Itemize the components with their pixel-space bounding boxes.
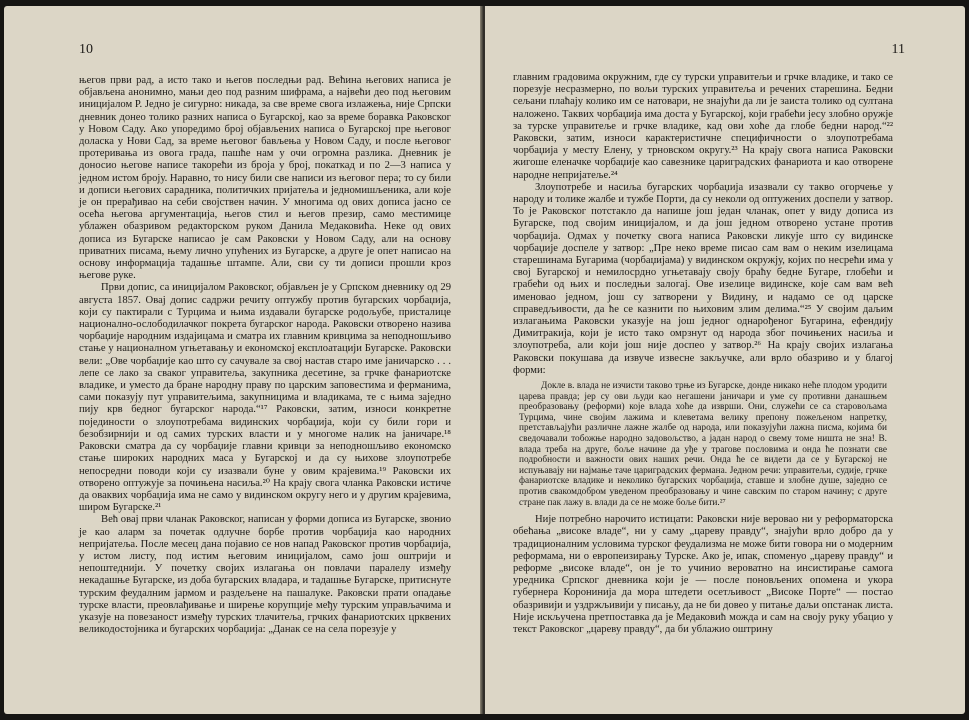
left-page-text bbox=[79, 75, 451, 636]
paragraph: Није потребно нарочито истицати: Раковски није веровао ни у реформаторска обећања „високе владе“, ни у саму „цареву правду“, знајући врло добро да у традиционалним условима турског феудализма не може бити говора ни о модерним реформама, ни о европеизирању Турске. Ако је, ипак, споменуо „цареву правду“ и реформе „високе владе“, он је то учинио вероватно на инсистирање самога уредника Српског дневника који је — после поновљених опомена и укора губернера Коронинија да мора штедети осетљивост „Високе Порте“ — постао обазривији и уздржљивији у писању, да не би довео у питање даљи опстанак листа. Није искључена претпоставка да је Медаковић можда и сам на своју руку убацио у текст Раковског „цареву правду“, да би ублажио оштрину bbox=[513, 514, 893, 636]
paragraph: његов први рад, а исто тако и његов последњи рад. Већина његових написа је објављена анонимно, мањи део под разним шифрама, а највећи део под његовим иницијалом Р. Једно је сигурно: никада, за све време свога излажења, није Српски дневник донео толико разних написа о Бугарској, као за време боравка Раковског у Новом Саду. Ако упоредимо број објављених написа о Бугарској пре његовог доласка у Нови Сад, за време његовог бављења у Новом Саду, и после његовог протеривања из овога града, пашће нам у очи огромна разлика. Дневник је доносио његове написе такорећи из броја у број, покаткад и по 2—3 написа у једном истом броју. Наравно, то нису били све написи из његовог пера; то су били и дописи његових сарадника, политичких пријатеља и једномишљеника, али које је он прерађивао на себи својствен начин. У многима од ових дописа јасно се осећа његова аргументација, његов стил и његов презир, само местимице ублажен обазривом редакторском руком Данила Медаковића. Неке од ових дописа из Бугарске написао је сам Раковски у Новом Саду, али на основу приватних писама, њему лично упућених из Бугарске, а друге је опет написао на основу информација тадашње штампе. Али, сви су ти дописи прошли кроз његове руке. bbox=[79, 75, 451, 282]
paragraph: главним градовима окружним, где су турски управитељи и грчке владике, и тако се порезује несразмерно, по вољи турских управитеља и речених старешина. Бедни сељани плаћају колико им се натовари, не знајући да ли је заиста толико од султана наложено. Таквих чорбаџија има доста у Бугарској, који грабећи јесу злобно оружје за турске управитеље и грчке владике, кад ови хоће да глобе бедни народ.“²² Раковски, затим, износи карактеристичне специфичности о злоупотребама чорбаџија у месту Елену, у трновском округу.²³ На крају свога написа Раковски жигоше еленачке чорбаџије као савезнике цариградских фанариота и као отворене народне непријатеље.²⁴ bbox=[513, 72, 893, 181]
paragraph: Први допис, са иницијалом Раковског, објављен је у Српском дневнику од 29 августа 1857. Овај допис садржи речиту оптужбу против бугарских чорбаџија, који су пактирали с Турцима и њима издавали бугарске родољубе, присталице национално-ослободилачког покрета бугарског народа. Раковски отворено назива чорбаџије народним издајицама и сматра их главним кривцима за неподношљиво стање у националном угњетавању и економској експлоатацији Бугарске. Раковски вели: „Ове чорбаџије као што су сачувале за свој настав старо име јаничарско . . . лепе се лако за сваког управитеља, закупника десетине, за грчке фанариотске владике, и уместо да бране народну праву по царским заповестима и ферманима, сами показују пут управитељима, закупницима и владикама, те с њима заједно пију крв бедног бугарског народа.“¹⁷ Раковски, затим, износи конкретне појединости о злоупотребама видинских чорбаџија, који су били гори и безобзирнији и од самих турских власти и у многоме налик на јаничаре.¹⁸ Раковски сматра да су чорбаџије главни кривци за неподношљиво економско стање широких народних маса у Бугарској и да су њихове злоупотребе непосредни поводи који су изазвали буне у овим крајевима.¹⁹ Раковски их отворено оптужује за почињена насиља.²⁰ На крају свога чланка Раковски истиче да оваквих чорбаџија има не само у видинском округу него и у другим крајевима, широм Бугарске.²¹ bbox=[79, 282, 451, 514]
paragraph: Већ овај први чланак Раковског, написан у форми дописа из Бугарске, звонио је као аларм за почетак одлучне борбе против чорбаџија као народних непријатеља. После месец дана појавио се нов напад Раковског против чорбаџија, у истом листу, под истим његовим иницијалом, само још оштрији и непоштеднији. У почетку својих излагања он повлачи паралелу између некадашње Бугарске, из доба бугарских владара, и тадашње Бугарске, притиснуте турским феудалним јармом и раздељене на пашалуке. Раковски прати опадање турске власти, преовлађивање и ширење корупције међу турским управљачима и указује на повезаност између турских тлачитеља, грчких фанариотских црквених великодостојника и бугарских чорбаџија: „Данак се на села порезује у bbox=[79, 514, 451, 636]
right-page bbox=[485, 6, 965, 714]
block-quote: Докле в. влада не изчисти таково трње из Бугарске, донде никако неће плодом уродити царева правда; јер су ови људи као негашени јаничари и уме су противни данашњем преобразовању (реформи) које влада хоће да изврши. Они, служећи се са старовољама Турцима, чине својим лажима и клеветама велику препону пожељеном напретку, претстављајући различне лажне жалбе од народа, или показујући лажна писма, којима би сведочавали тобожње народно задовољство, а јадан народ о свему томе ништа не зна! В. влада треба на друге, боље начине да уђе у трагове пословима и онда ће познати све подробности и важности ових наших речи. Онда ће се видети да се у Бугарској не испуњавају ни најмање таче цариградских фермана. Једном речи: управитељи, судије, грчке фанариотске владике и неколико бугарских чорбаџија, ставше и злобне душе, заједно се против свакомдобром уведеном преобразовању и чине савским по старом начину; с друге стране пак лажу в. влади да се не може боље бити.²⁷ bbox=[519, 381, 887, 508]
left-page bbox=[4, 6, 482, 714]
page-number: 10 bbox=[79, 42, 93, 57]
paragraph: Злоупотребе и насиља бугарских чорбаџија изазвали су такво огорчење у народу и толике жалбе и тужбе Порти, да су неколи од оптужених доспели у затвор. То је Раковског потстакло да напише још један чланак, опет у виду дописа из Бугарске, под својим иницијалом, и да још једном отворено устане против чорбаџија. Одмах у почетку свога написа Раковски ликује што су видинске чорбаџије доспеле у затвор: „Пре неко време писао сам вам о неким изелицама старешинама Бугарима (чорбаџијама) у видинском окружју, којих по несрећи има у свој Бугарској и немилосрдно угњетавају своју браћу бедне Бугаре, глобећи и грабећи од њих и последњи залогај. Ове изелице видинске, које сам вам већ именовао једном, још су затворени у Видину, и надамо се од царске справедљивости, да ће се казнити по њиховим злим делима.“²⁵ У својим даљим излагањима Раковски указује на још једног однарођеног Бугарина, ефендију Димитракија, који је исто тако омрзнут од народа због почињених насиља и злоупотреба, али који још није доспео у затвор.²⁶ На крају својих излагања Раковски покушава да извуче извесне закључке, али врло обазриво и у благој форми: bbox=[513, 181, 893, 376]
page-number: 11 bbox=[891, 42, 905, 57]
right-page-text bbox=[513, 72, 893, 636]
